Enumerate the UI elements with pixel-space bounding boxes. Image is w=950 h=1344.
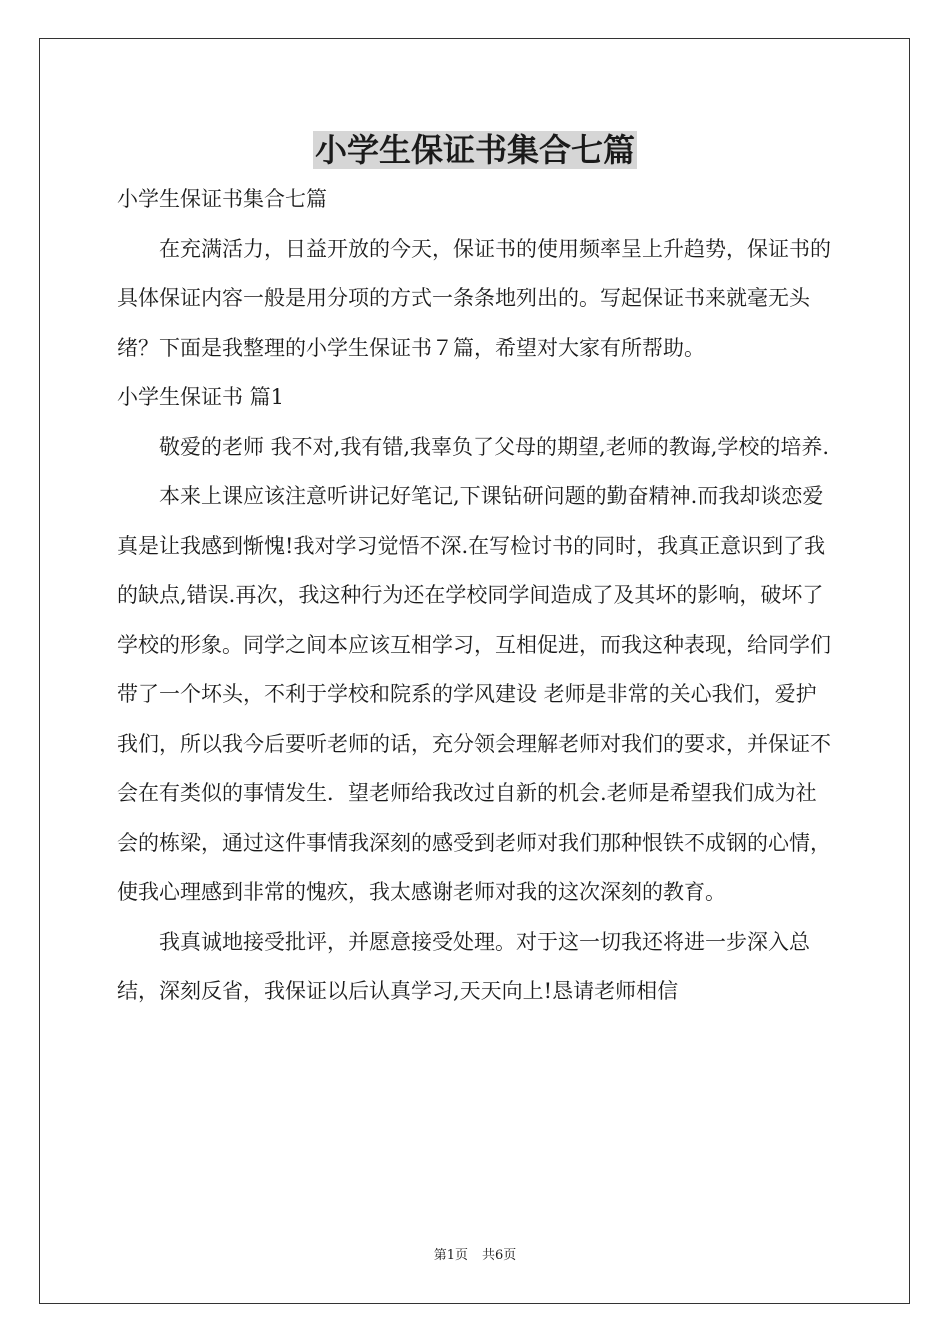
page-number-total: 共6页 — [482, 1248, 517, 1263]
document-body — [117, 175, 837, 1017]
body-paragraph-2: 本来上课应该注意听讲记好笔记,下课钻研问题的勤奋精神.而我却谈恋爱真是让我感到惭愧!我对学习觉悟不深.在写检讨书的同时，我真正意识到了我的缺点,错误.再次，我这种行为还在学校同学间造成了及其坏的影响，破坏了学校的形象。同学之间本应该互相学习，互相促进，而我这种表现，给同学们带了一个坏头，不利于学校和院系的学风建设 老师是非常的关心我们，爱护我们，所以我今后要听老师的话，充分领会理解老师对我们的要求，并保证不会在有类似的事情发生．望老师给我改过自新的机会.老师是希望我们成为社会的栋梁，通过这件事情我深刻的感受到老师对我们那种恨铁不成钢的心情，使我心理感到非常的愧疚，我太感谢老师对我的这次深刻的教育。 — [117, 484, 831, 904]
page-footer — [0, 1247, 950, 1265]
intro-paragraph: 在充满活力，日益开放的今天，保证书的使用频率呈上升趋势，保证书的具体保证内容一般是用分项的方式一条条地列出的。写起保证书来就毫无头绪？下面是我整理的小学生保证书７篇，希望对大家有所帮助。 — [117, 236, 831, 360]
body-paragraph-3: 我真诚地接受批评，并愿意接受处理。对于这一切我还将进一步深入总结，深刻反省，我保证以后认真学习,天天向上!恳请老师相信 — [117, 929, 810, 1003]
document-title — [0, 128, 950, 172]
section-heading: 小学生保证书 篇1 — [117, 385, 285, 409]
document-subtitle: 小学生保证书集合七篇 — [117, 187, 327, 211]
document-title-text: 小学生保证书集合七篇 — [314, 131, 635, 169]
page-number-current: 第1页 — [433, 1248, 468, 1263]
body-paragraph-1: 敬爱的老师 我不对,我有错,我辜负了父母的期望,老师的教诲,学校的培养. — [159, 434, 830, 459]
